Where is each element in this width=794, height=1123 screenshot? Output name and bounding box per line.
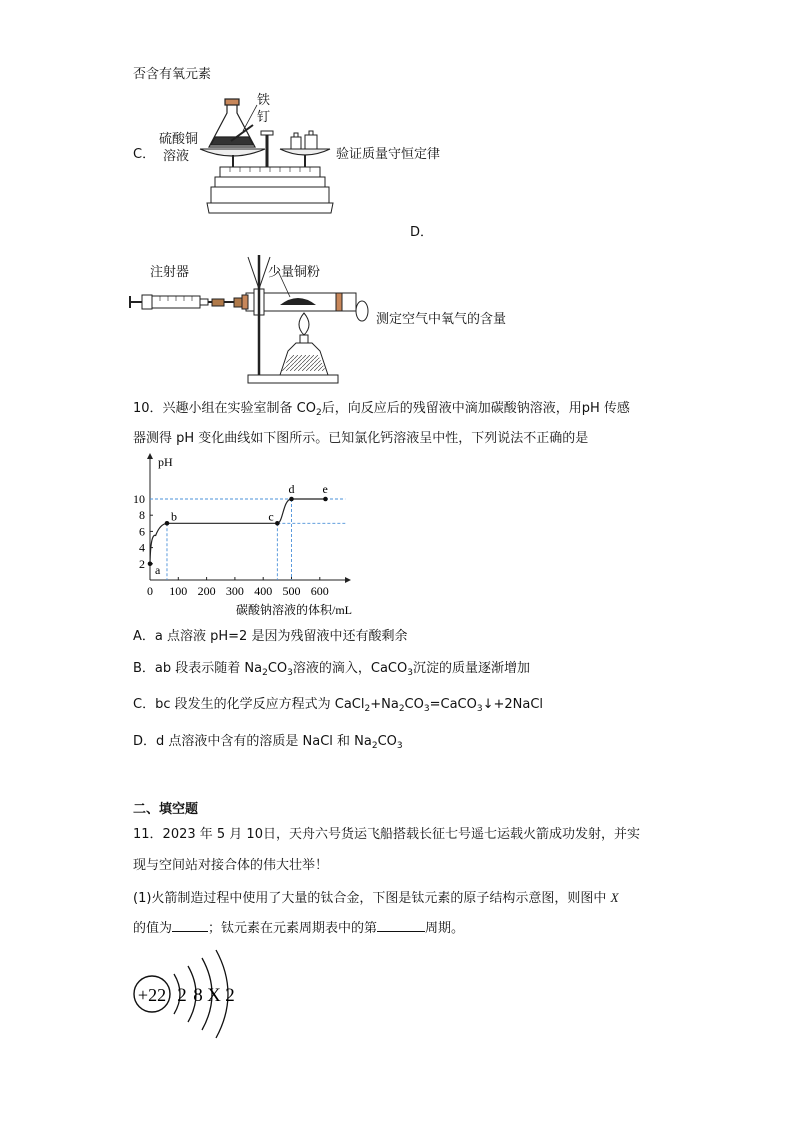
x-axis-label: 碳酸钠溶液的体积/mL xyxy=(236,603,352,617)
option-c-caption: 验证质量守恒定律 xyxy=(336,147,441,162)
q11-sub1-line2: 的值为 ；钛元素在元素周期表中的第 周期。 xyxy=(133,921,465,936)
q10-line1: 10．兴趣小组在实验室制备 $CO_2$后，向反应后的残留液中滴加碳酸钠溶液，用pH 传感 xyxy=(133,401,630,418)
x-tick-label: 200 xyxy=(197,584,216,598)
y-tick-label: 10 xyxy=(133,492,145,506)
q10-line2: 器测得 pH 变化曲线如下图所示。已知氯化钙溶液呈中性，下列说法不正确的是 xyxy=(133,431,589,446)
q11-line2: 现与空间站对接合体的伟大壮举！ xyxy=(133,858,329,873)
data-point-label-b: b xyxy=(170,509,177,524)
data-point-b xyxy=(165,521,170,526)
option-d-syringe-label: 注射器 xyxy=(150,265,190,280)
x-tick-label: 400 xyxy=(254,584,273,598)
x-tick-label: 0 xyxy=(147,584,153,598)
x-tick-label: 100 xyxy=(169,584,188,598)
option-d-copper-label: 少量铜粉 xyxy=(268,265,321,280)
option-d-caption: 测定空气中氧气的含量 xyxy=(376,312,507,327)
q11-line1: 11．2023 年 5 月 10日，天舟六号货运飞船搭载长征七号遥七运载火箭成功发射，并实 xyxy=(133,827,640,842)
q11-sub1-line1: (1)火箭制造过程中使用了大量的钛合金，下图是钛元素的原子结构示意图，则图中 X xyxy=(133,890,619,906)
data-point-c xyxy=(275,521,280,526)
x-tick-label: 500 xyxy=(282,584,301,598)
q9-tail-text: 否含有氧元素 xyxy=(133,67,212,82)
flame xyxy=(299,313,309,335)
answer-blank-period[interactable] xyxy=(377,919,425,932)
data-point-label-e: e xyxy=(322,482,328,496)
weight-small xyxy=(291,137,301,149)
weight-large xyxy=(305,135,317,149)
titanium-atom-structure-diagram xyxy=(130,944,250,1044)
section-heading-fill-in: 二、填空题 xyxy=(133,802,199,817)
data-point-e xyxy=(323,497,328,502)
y-tick-label: 4 xyxy=(139,540,145,555)
q10-option-a: A．a 点溶液 pH=2 是因为残留液中还有酸剩余 xyxy=(133,629,408,644)
y-axis-label: pH xyxy=(158,455,173,469)
data-point-label-c: c xyxy=(268,509,274,524)
data-point-label-a: a xyxy=(155,562,161,577)
data-point-label-d: d xyxy=(288,482,295,496)
shell-electrons-2: 8 xyxy=(193,985,203,1006)
q10-option-b: B．ab 段表示随着 $Na_2CO_3$溶液的滴入，CaCO$_3$沉淀的质量逐渐增加 xyxy=(133,661,530,678)
shell-electrons-3: X xyxy=(207,985,221,1006)
option-c-nail-label-2: 钉 xyxy=(257,110,271,125)
x-tick-label: 300 xyxy=(225,584,244,598)
y-tick-label: 6 xyxy=(139,524,145,539)
option-c-solution-label-2: 溶液 xyxy=(163,149,190,164)
y-tick-label: 2 xyxy=(139,556,145,571)
option-d-letter: D． xyxy=(410,225,434,240)
copper-heating-apparatus xyxy=(130,255,380,390)
shell-electrons-4: 2 xyxy=(225,985,235,1006)
y-tick-label: 8 xyxy=(139,508,145,523)
shell-electrons-1: 2 xyxy=(177,985,187,1006)
x-tick-label: 600 xyxy=(310,584,329,598)
nucleus-charge: +22 xyxy=(137,985,167,1005)
option-c-letter: C． xyxy=(133,147,156,162)
data-point-d xyxy=(289,497,294,502)
answer-blank-x[interactable] xyxy=(172,919,208,932)
q10-option-d: D．d 点溶液中含有的溶质是 NaCl 和 $Na_2CO_3$ xyxy=(133,734,403,751)
option-c-solution-label-1: 硫酸铜 xyxy=(159,132,199,147)
option-c-nail-label-1: 铁 xyxy=(257,93,271,108)
balance-scale-illustration xyxy=(195,95,335,220)
data-point-a xyxy=(148,562,153,567)
ph-chart xyxy=(128,452,368,622)
syringe xyxy=(130,295,208,309)
q10-option-c: C．bc 段发生的化学反应方程式为 $CaCl_2+Na_2CO_3=CaCO_3↓+2NaCl$ xyxy=(133,697,544,714)
